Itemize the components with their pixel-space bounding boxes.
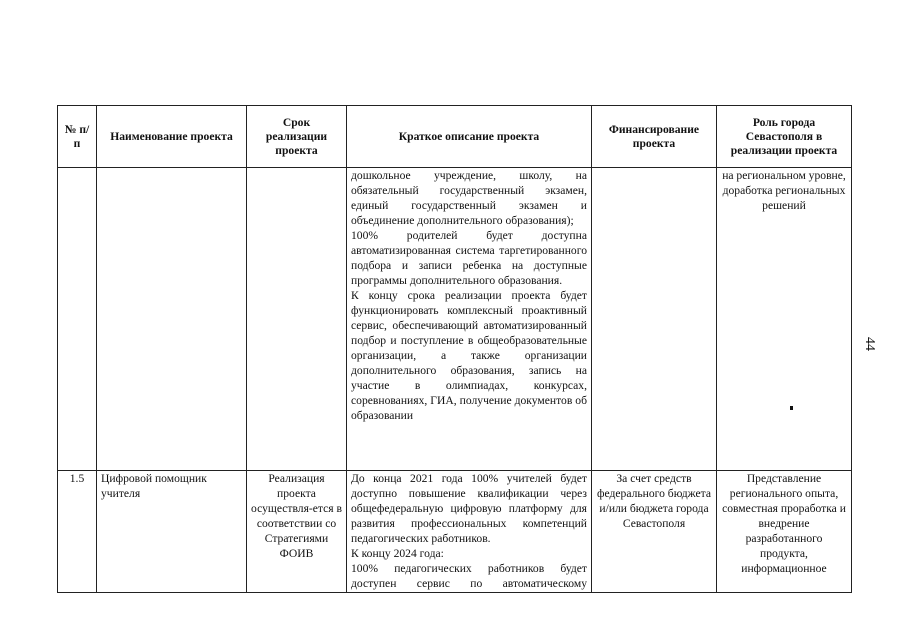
cell-term	[247, 168, 347, 471]
cell-number	[58, 168, 97, 471]
cell-project-name	[97, 168, 247, 471]
cell-description	[347, 471, 592, 593]
header-term: Срок реализации проекта	[247, 106, 347, 168]
scan-speck	[790, 406, 793, 410]
table-row	[58, 168, 852, 471]
cell-term: Реализация проекта осуществля-ется в соответствии со Стратегиями ФОИВ	[247, 471, 347, 593]
description-paragraph: К концу срока реализации проекта будет функционировать комплексный проактивный сервис, обеспечивающий автоматизированный подбор и поступление в общеобразовательные организации, а также организации дополнительного образования, запись на участие в олимпиадах, конкурсах, соревнованиях, ГИА, получение документов об образовании	[351, 289, 587, 422]
cell-project-name: Цифровой помощник учителя	[97, 471, 247, 593]
header-role: Роль города Севастополя в реализации проекта	[717, 106, 852, 168]
description-paragraph: дошкольное учреждение, школу, на обязательный государственный экзамен, единый государственный экзамен и объединение дополнительного образования);	[351, 169, 587, 227]
header-financing: Финансирование проекта	[592, 106, 717, 168]
page-number: 44	[862, 337, 877, 351]
cell-financing	[592, 168, 717, 471]
description-paragraph: К концу 2024 года:	[351, 547, 444, 560]
description-paragraph: 100% педагогических работников будет доступен сервис по автоматическому	[351, 562, 587, 590]
table-row	[58, 471, 852, 593]
cell-financing: За счет средств федерального бюджета и/или бюджета города Севастополя	[592, 471, 717, 593]
cell-role: Представление регионального опыта, совместная проработка и внедрение разработанного продукта, информационное	[717, 471, 852, 593]
header-description: Краткое описание проекта	[347, 106, 592, 168]
description-paragraph: До конца 2021 года 100% учителей будет доступно повышение квалификации через общефедеральную цифровую платформу для развития профессиональных компетенций педагогических работников.	[351, 472, 587, 545]
projects-table	[57, 105, 852, 593]
cell-number: 1.5	[58, 471, 97, 593]
header-project-name: Наименование проекта	[97, 106, 247, 168]
header-number: № п/п	[58, 106, 97, 168]
cell-role: на региональном уровне, доработка региональных решений	[717, 168, 852, 471]
cell-description	[347, 168, 592, 471]
table-header-row	[58, 106, 852, 168]
description-paragraph: 100% родителей будет доступна автоматизированная система таргетированного подбора и записи ребенка на доступные программы дополнительного образования.	[351, 229, 587, 287]
